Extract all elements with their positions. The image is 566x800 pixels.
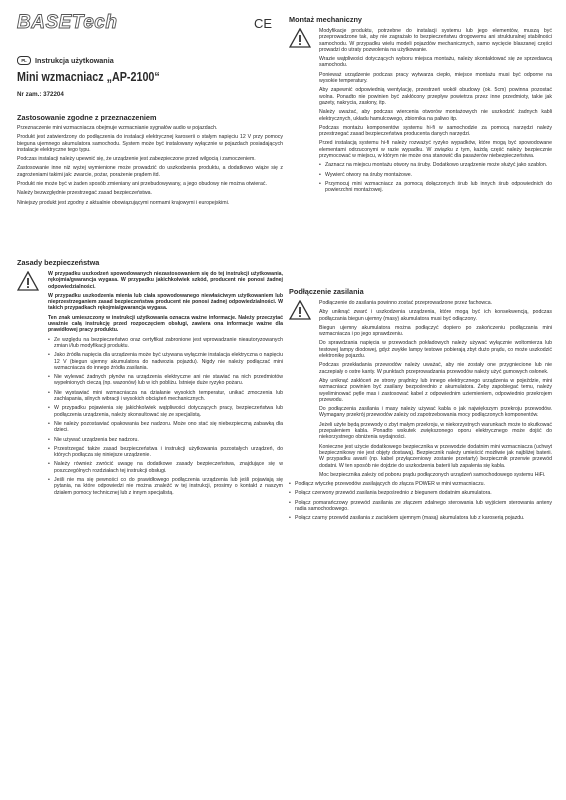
power-bullet: • Połącz czarny przewód zasilania z zaciskiem ujemnym (masą) akumulatora lub z karoserią pojazdu.: [289, 515, 552, 521]
mounting-bullet: • Zaznacz na miejscu montażu otwory na śruby. Dodatkowo urządzenie może służyć jako szablon.: [319, 162, 552, 168]
intended-use-paragraph: Podczas instalacji należy upewnić się, że urządzenie jest zabezpieczone przed wilgocią i zamoczeniem.: [17, 156, 256, 163]
intended-use-paragraph: Produkt nie może być w żaden sposób zmieniany ani przebudowywany, a jego obudowy nie można otwierać.: [17, 181, 267, 188]
instructions-label: Instrukcja użytkowania: [35, 56, 114, 65]
safety-heading: Zasady bezpieczeństwa: [17, 258, 100, 267]
intended-use-paragraph: Należy bezwzględnie przestrzegać zasad bezpieczeństwa.: [17, 190, 152, 197]
power-paragraph: Podłączenie do zasilania powinno zostać przeprowadzone przez fachowca.: [319, 300, 493, 306]
intended-use-heading: Zastosowanie zgodne z przeznaczeniem: [17, 113, 157, 122]
power-section: [289, 287, 552, 525]
mounting-paragraph: Modyfikacje produktu, potrzebne do instalacji systemu lub jego elementów, muszą być przeprowadzone tak, aby nie zagrażało to bezpieczeństwu drogowemu ani strukturalnej stabilności samochodu. W przypadku wielu modeli pojazdów mechanicznych, samo wycięcie blaszanej części prowadzi do utraty pozwolenia na użytkowanie.: [319, 28, 552, 53]
mounting-bullet: • Wywierć otwory na śruby montażowe.: [319, 172, 552, 178]
mounting-paragraph: Przed instalacją systemu hi-fi należy rozważyć ryzyko wypadków, które mogą być spowodowane elementami odrzuconymi w razie wypadku. W związku z tym, każdą część należy bezpiecznie przymocować w miejscu, w którym nie może ona stanowić dla pasażerów niebezpieczeństwa.: [319, 140, 552, 160]
power-paragraph: Moc bezpiecznika zależy od poboru prądu podłączonych urządzeń samochodowego systemu HiFi.: [319, 471, 546, 478]
intended-use-paragraph: Zastosowanie inne niż wyżej wymienione może prowadzić do uszkodzenia produktu, a dodatkowo wiąże się z zagrożeniami takimi jak: zwarcie, pożar, porażenie prądem itd.: [17, 165, 283, 178]
power-paragraph: Konieczne jest użycie dodatkowego bezpiecznika w przewodzie dodatnim mini wzmacniacza (uchwyt bezpiecznikowy nie jest objęty dostawą). Bezpiecznik należy umieścić możliwie jak najbliżej baterii. W przypadku awarii (np. kabel przyłączeniowy zostanie przetarty) bezpiecznik przerwie przewód dodatni. W ten sposób nie dojdzie do uszkodzenia baterii lub zapalenia się kabla.: [319, 443, 552, 469]
intended-use-section: [17, 113, 283, 209]
power-paragraph: Do sprawdzania napięcia w przewodach pokładowych należy używać wyłącznie woltomierza lub testowej lampy diodowej, gdyż zwykłe lampy testowe pobierają zbyt dużo prądu, co może uszkodzić elektronikę pojazdu.: [319, 340, 552, 360]
safety-bullet: • Należy również zwrócić uwagę na dodatkowe zasady bezpieczeństwa, znajdujące się w poszczególnych rozdziałach tej instrukcji obsługi.: [48, 461, 283, 474]
brand-logo: BASETech: [17, 12, 118, 33]
mounting-paragraph: Podczas montażu komponentów systemu hi-fi w samochodzie za pomocą narzędzi należy przestrzegać zasad bezpieczeństwa producenta danych narzędzi.: [319, 124, 552, 138]
warning-triangle-icon: [289, 300, 311, 320]
power-bullet: • Połącz czerwony przewód zasilania bezpośrednio z biegunem dodatnim akumulatora.: [289, 490, 552, 496]
safety-bullet: • Jako źródła napięcia dla urządzenia może być używana wyłącznie instalacja elektryczna o napięciu 12 V (biegun ujemny akumulatora do nadwozia pojazdu). Nigdy nie należy podłączać mini wzmacniacza do innego źródła zasilania.: [48, 352, 283, 371]
safety-bullet: • Ze względu na bezpieczeństwo oraz certyfikat zabronione jest wprowadzanie nieautoryzowanych zmian i/lub modyfikacji produktu.: [48, 337, 283, 350]
product-title: Mini wzmacniacz „AP-2100“: [17, 70, 160, 84]
mounting-bullet: • Przymocuj mini wzmacniacz za pomocą dołączonych śrub lub innych śrub odpowiednich do powierzchni montażowej.: [319, 181, 552, 194]
instructions-heading: [17, 56, 114, 65]
safety-bullet: • Jeśli nie ma się pewności co do prawidłowego podłączenia urządzenia lub jeśli pojawiają się pytania, na które odpowiedzi nie można znaleźć w tej instrukcji, prosimy o kontakt z naszym działem pomocy technicznej lub z innym specjalistą.: [48, 477, 283, 496]
mounting-paragraph: Aby zapewnić odpowiednią wentylację, przestrzeń wokół obudowy (ok. 5cm) powinna pozostać wolna. Ponadto nie powinien być zakłócony przepływ powietrza przez inne przedmioty, takie jak gazety, nakrycia, zasłony, itp.: [319, 87, 552, 106]
safety-bold-paragraph: Ten znak umieszczony w instrukcji użytkowania oznacza ważne informacje. Należy przeczytać uważnie całą instrukcję przed rozpoczęciem obsługi, zawiera ona informacje ważne dla prawidłowej pracy produktu.: [48, 314, 283, 334]
safety-bullet: • Nie wystawiać mini wzmacniacza na działanie wysokich temperatur, unikać zmoczenia lub zachlapania, silnych wibracji i wysokich obciążeń mechanicznych.: [48, 390, 283, 403]
safety-bullet: • W przypadku pojawienia się jakichkolwiek wątpliwości dotyczących pracy, bezpieczeństwa lub podłączenia urządzenia, należy skonsultować się ze specjalistą.: [48, 405, 283, 418]
mounting-section: [289, 15, 552, 197]
safety-bold-paragraph: W przypadku uszkodzeń spowodowanych niezastosowaniem się do tej instrukcji użytkowania, rękojmia/gwarancja wygasa. W przypadku jakichkolwiek szkód, producent nie ponosi żadnej odpowiedzialności.: [48, 271, 283, 290]
power-paragraph: Podczas przekładania przewodów należy uważać, aby nie zostały one przygniecione lub nie zaczepiały o ostre kanty. W punktach przeprowadzania przewodów należy użyć gumowych osłonek.: [319, 362, 552, 375]
power-paragraph: Do podłączenia zasilania i masy należy używać kabla o jak największym przekroju przewodów. Wymagany przekrój przewodów zależy od zapotrzebowania mocy podłączonych komponentów.: [319, 406, 552, 419]
intended-use-paragraph: Niniejszy produkt jest zgodny z aktualnie obowiązującymi normami krajowymi i europejskimi.: [17, 199, 230, 206]
ce-mark: CE: [254, 16, 273, 31]
warning-triangle-icon: [289, 28, 311, 48]
power-bullet: • Połącz pomarańczowy przewód zasilania ze złączem zdalnego sterowania lub wyjściem sterowania anteny radia samochodowego.: [289, 500, 552, 513]
safety-bullet: • Przestrzegać także zasad bezpieczeństwa i instrukcji użytkowania pozostałych urządzeń, do których podłącza się niniejsze urządzenie.: [48, 446, 283, 459]
mounting-paragraph: Należy uważać, aby podczas wiercenia otworów montażowych nie uszkodzić żadnych kabli elektrycznych, układu hamulcowego, zbiornika na paliwo itp.: [319, 109, 552, 122]
power-bullet: • Podłącz wtyczkę przewodów zasilających do złącza POWER w mini wzmacniaczu.: [289, 481, 552, 487]
safety-bullet: • Nie należy pozostawiać opakowania bez nadzoru. Może ono stać się niebezpieczną zabawką dla dzieci.: [48, 421, 283, 434]
power-paragraph: Biegun ujemny akumulatora można podłączyć dopiero po zakończeniu podłączania mini wzmacniacza i po jego sprawdzeniu.: [319, 324, 552, 338]
intended-use-paragraph: Produkt jest zatwierdzony do podłączenia do instalacji elektrycznej karoserii o stałym napięciu 12 V przy pomocy bieguna ujemnego akumulatora samochodu. System może być instalowany wyłącznie w pojazdach posiadających instalacje elektryczne tego typu.: [17, 134, 283, 153]
safety-bullet: • Nie używać urządzenia bez nadzoru.: [48, 437, 283, 443]
safety-section: [17, 258, 283, 499]
language-badge: PL: [17, 56, 31, 65]
mounting-paragraph: Wrazie wątpliwości dotyczących wyboru miejsca montażu, należy skontaktować się ze sprzedawcą samochodu.: [319, 56, 552, 69]
power-paragraph: Aby uniknąć zakłóceń ze strony prądnicy lub innego elektrycznego urządzenia w pojeździe, mini wzmacniacz powinien być zasilany bezpośrednio z akumulatora. Żeby zapobiegać temu, należy wyeliminować pętle mas i zastosować kabel z odpowiednim uziemieniem, odpowiednio przekrojem przewodu.: [319, 377, 552, 403]
power-paragraph: Aby uniknąć zwarć i uszkodzenia urządzenia, które mogą być ich konsekwencją, podczas podłączania biegun ujemny (masy) akumulatora musi być odłączony.: [319, 309, 552, 322]
power-heading: Podłączenie zasilania: [289, 287, 364, 296]
warning-triangle-icon: [17, 271, 39, 291]
mounting-paragraph: Ponieważ urządzenie podczas pracy wytwarza ciepło, miejsce montażu musi być odporne na wysokie temperatury.: [319, 71, 552, 85]
power-paragraph: Jeżeli użyte będą przewody o zbyt małym przekroju, w niekorzystnych warunkach może to skutkować przepaleniem kabla. Ponadto wskutek zwiększonego oporu elektrycznego może dojść do niekorzystnego obniżenia wydajności.: [319, 421, 552, 441]
safety-bold-paragraph: W przypadku uszkodzenia mienia lub ciała spowodowanego niewłaściwym użytkowaniem lub nieprzestrzeganiem zasad bezpieczeństwa producent nie ponosi żadnej odpowiedzialności. W takich przypadkach rękojmia/gwarancja wygasa.: [48, 292, 283, 312]
item-number: Nr zam.: 372204: [17, 91, 64, 98]
intended-use-paragraph: Przeznaczenie mini wzmacniacza obejmuje wzmacnianie sygnałów audio w pojazdach.: [17, 125, 218, 131]
safety-bullet: • Nie wylewać żadnych płynów na urządzenia elektryczne ani nie stawiać na nich przedmiotów wypełnionych cieczą (np. wazonów) lub w ich pobliżu. Istnieje duże ryzyko pożaru.: [48, 374, 283, 387]
mounting-heading: Montaż mechaniczny: [289, 15, 362, 24]
